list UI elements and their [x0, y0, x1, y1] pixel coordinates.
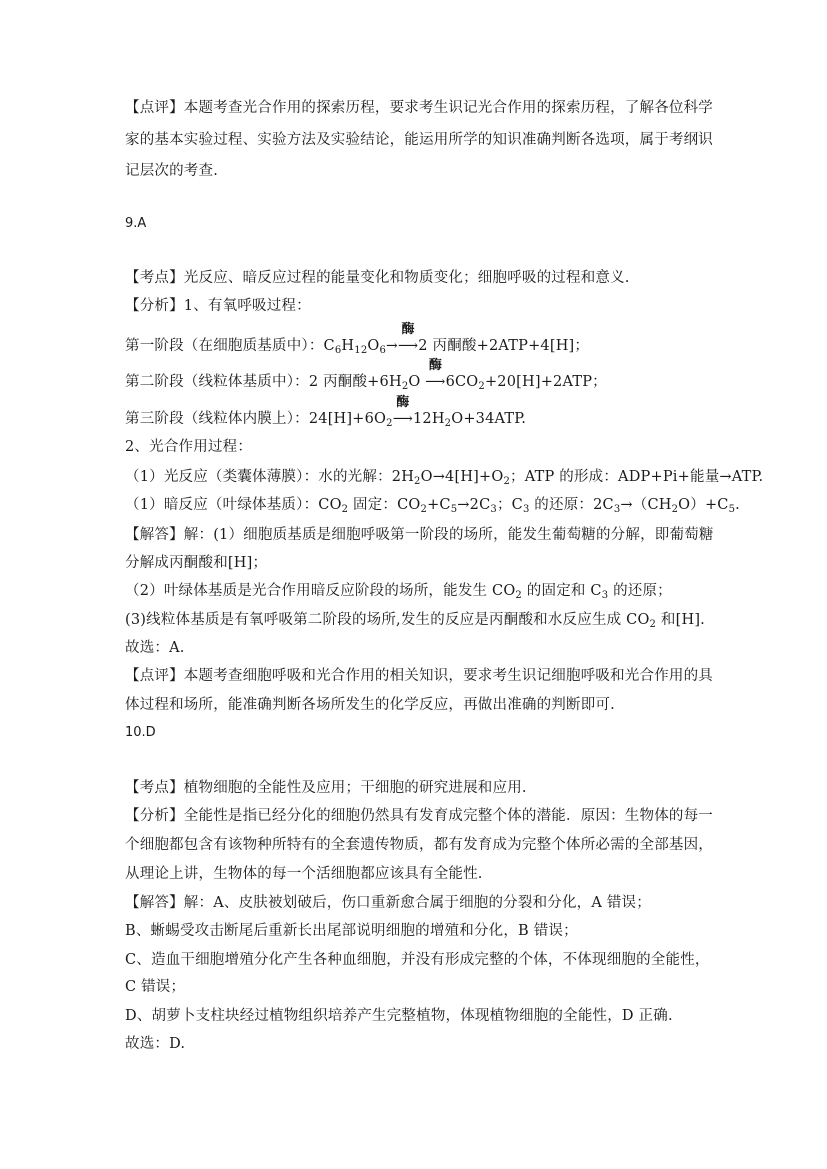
- stage2-end: +20[H]+2ATP；: [484, 374, 607, 390]
- review-line-3: 记层次的考查.: [125, 163, 219, 179]
- review-line-2: 家的基本实验过程、实验方法及实验结论，能运用所学的知识准确判断各选项，属于考纲识: [125, 132, 713, 148]
- q10-option-c-2: C 错误；: [125, 979, 186, 995]
- enzyme-label: 酶: [396, 395, 410, 410]
- dark-g: O）+C: [678, 497, 729, 513]
- jieda2-a: （2）叶绿体基质是光合作用暗反应阶段的场所，能发生 CO: [125, 583, 516, 599]
- dark-e: 的还原：2C: [529, 497, 614, 513]
- stage2-suffix: 6CO: [445, 374, 479, 390]
- dark-a: 固定：CO: [348, 497, 421, 513]
- jieda3-b: 和[H].: [656, 612, 705, 628]
- light-mid: O→4[H]+O: [420, 469, 504, 485]
- q9-photo-title: 2、光合作用过程：: [125, 439, 253, 455]
- enzyme-arrow: 酶 ⟶: [397, 322, 419, 354]
- q10-jieda: 【解答】解：A、皮肤被划破后，伤口重新愈合属于细胞的分裂和分化，A 错误；: [125, 895, 651, 911]
- q10-option-d: D、胡萝卜支柱块经过植物组织培养产生完整植物，体现植物细胞的全能性，D 正确.: [125, 1008, 673, 1024]
- dark-c: →2C: [457, 497, 491, 513]
- dark-b: +C: [427, 497, 451, 513]
- q9-dianping: 【点评】本题考查细胞呼吸和光合作用的相关知识，要求考生识记细胞呼吸和光合作用的具: [125, 668, 713, 684]
- enzyme-arrow: 酶 ⟶: [425, 358, 446, 390]
- q9-jieda-2: （2）叶绿体基质是光合作用暗反应阶段的场所，能发生 $CO_2$ 的固定和 $C_3$ 的还原；: [125, 583, 672, 601]
- q9-stage-3: 第三阶段（线粒体内膜上）：$24[H]+6O_2$ 酶 $⟶12H_2O+34ATP$.: [125, 395, 527, 429]
- q9-jieda-1b: 分解成丙酮酸和[H]；: [125, 555, 268, 571]
- q9-jieda-3: (3)线粒体基质是有氧呼吸第二阶段的场所,发生的反应是丙酮酸和水反应生成 $CO_2$ 和[H].: [125, 612, 705, 630]
- q9-stage-1: 第一阶段（在细胞质基质中）：$C_6H_{12}O_6\to$ 酶 ⟶2 丙酮酸+2ATP+4[H]；: [125, 322, 590, 356]
- stage3-suffix: 12H: [412, 411, 445, 427]
- dark-h: .: [735, 497, 740, 513]
- q10-option-c: C、造血干细胞增殖分化产生各种血细胞，并没有形成完整的个体，不体现细胞的全能性，: [125, 952, 710, 968]
- stage2-prefix: 第二阶段（线粒体基质中）：2 丙酮酸+6H: [125, 374, 402, 390]
- jieda3-a: (3)线粒体基质是有氧呼吸第二阶段的场所,发生的反应是丙酮酸和水反应生成 CO: [125, 612, 650, 628]
- stage1-suffix: 2 丙酮酸+2ATP+4[H]；: [418, 338, 590, 354]
- review-line-1: 【点评】本题考查光合作用的探索历程，要求考生识记光合作用的探索历程，了解各位科学: [125, 100, 713, 116]
- light-end: ；ATP 的形成：ADP+Pi+能量→ATP.: [510, 469, 764, 485]
- question-10-number: 10.D: [125, 725, 156, 740]
- q10-fenxi-2: 个细胞都包含有该物种所特有的全套遗传物质，都有发育成为完整个体所必需的全部基因，: [125, 837, 713, 853]
- q10-answer: 故选：D.: [125, 1036, 186, 1052]
- q10-fenxi-3: 从理论上讲，生物体的每一个活细胞都应该具有全能性.: [125, 866, 483, 882]
- jieda2-b: 的固定和 C: [521, 583, 602, 599]
- q9-fenxi: 【分析】1、有氧呼吸过程：: [125, 298, 311, 314]
- q9-answer: 故选：A.: [125, 640, 185, 656]
- enzyme-label: 酶: [428, 358, 443, 373]
- light-prefix: （1）光反应（类囊体薄膜）：水的光解：2H: [125, 469, 415, 485]
- enzyme-label: 酶: [401, 322, 415, 337]
- question-9-number: 9.A: [125, 216, 147, 231]
- q10-kaodian: 【考点】植物细胞的全能性及应用；干细胞的研究进展和应用.: [125, 780, 527, 796]
- dark-d: ；C: [496, 497, 523, 513]
- jieda2-c: 的还原；: [608, 583, 672, 599]
- enzyme-arrow: 酶 ⟶: [392, 395, 413, 427]
- q10-option-b: B、蜥蜴受攻击断尾后重新长出尾部说明细胞的增殖和分化，B 错误；: [125, 923, 578, 939]
- q9-dark-reaction: （1）暗反应（叶绿体基质）：$CO_2$ 固定：$CO_2+C_5\to 2C_3$；$C_3$ 的还原：$2C_3\to(CH_2O)+C_5$.: [125, 497, 740, 515]
- q9-jieda-1: 【解答】解：(1）细胞质基质是细胞呼吸第一阶段的场所，能发生葡萄糖的分解，即葡萄糖: [125, 527, 714, 543]
- dark-f: →（CH: [620, 497, 672, 513]
- stage1-prefix: 第一阶段（在细胞质基质中）：C: [125, 338, 335, 354]
- stage3-prefix: 第三阶段（线粒体内膜上）：24[H]+6O: [125, 411, 387, 427]
- q9-kaodian: 【考点】光反应、暗反应过程的能量变化和物质变化；细胞呼吸的过程和意义.: [125, 270, 630, 286]
- dark-prefix: （1）暗反应（叶绿体基质）：CO: [125, 497, 342, 513]
- q10-fenxi: 【分析】全能性是指已经分化的细胞仍然具有发育成完整个体的潜能．原因：生物体的每一: [125, 808, 713, 824]
- q9-light-reaction: （1）光反应（类囊体薄膜）：水的光解：$2H_2O\to 4[H]+O_2$；ATP 的形成：ADP+Pi+能量→ATP.: [125, 469, 764, 487]
- stage3-end: O+34ATP.: [451, 411, 527, 427]
- q9-stage-2: 第二阶段（线粒体基质中）：2 丙酮酸$+6H_2O$ 酶 $⟶6CO_2+20[H]+2ATP$；: [125, 358, 607, 392]
- q9-dianping-2: 体过程和场所，能准确判断各场所发生的化学反应，再做出准确的判断即可.: [125, 697, 615, 713]
